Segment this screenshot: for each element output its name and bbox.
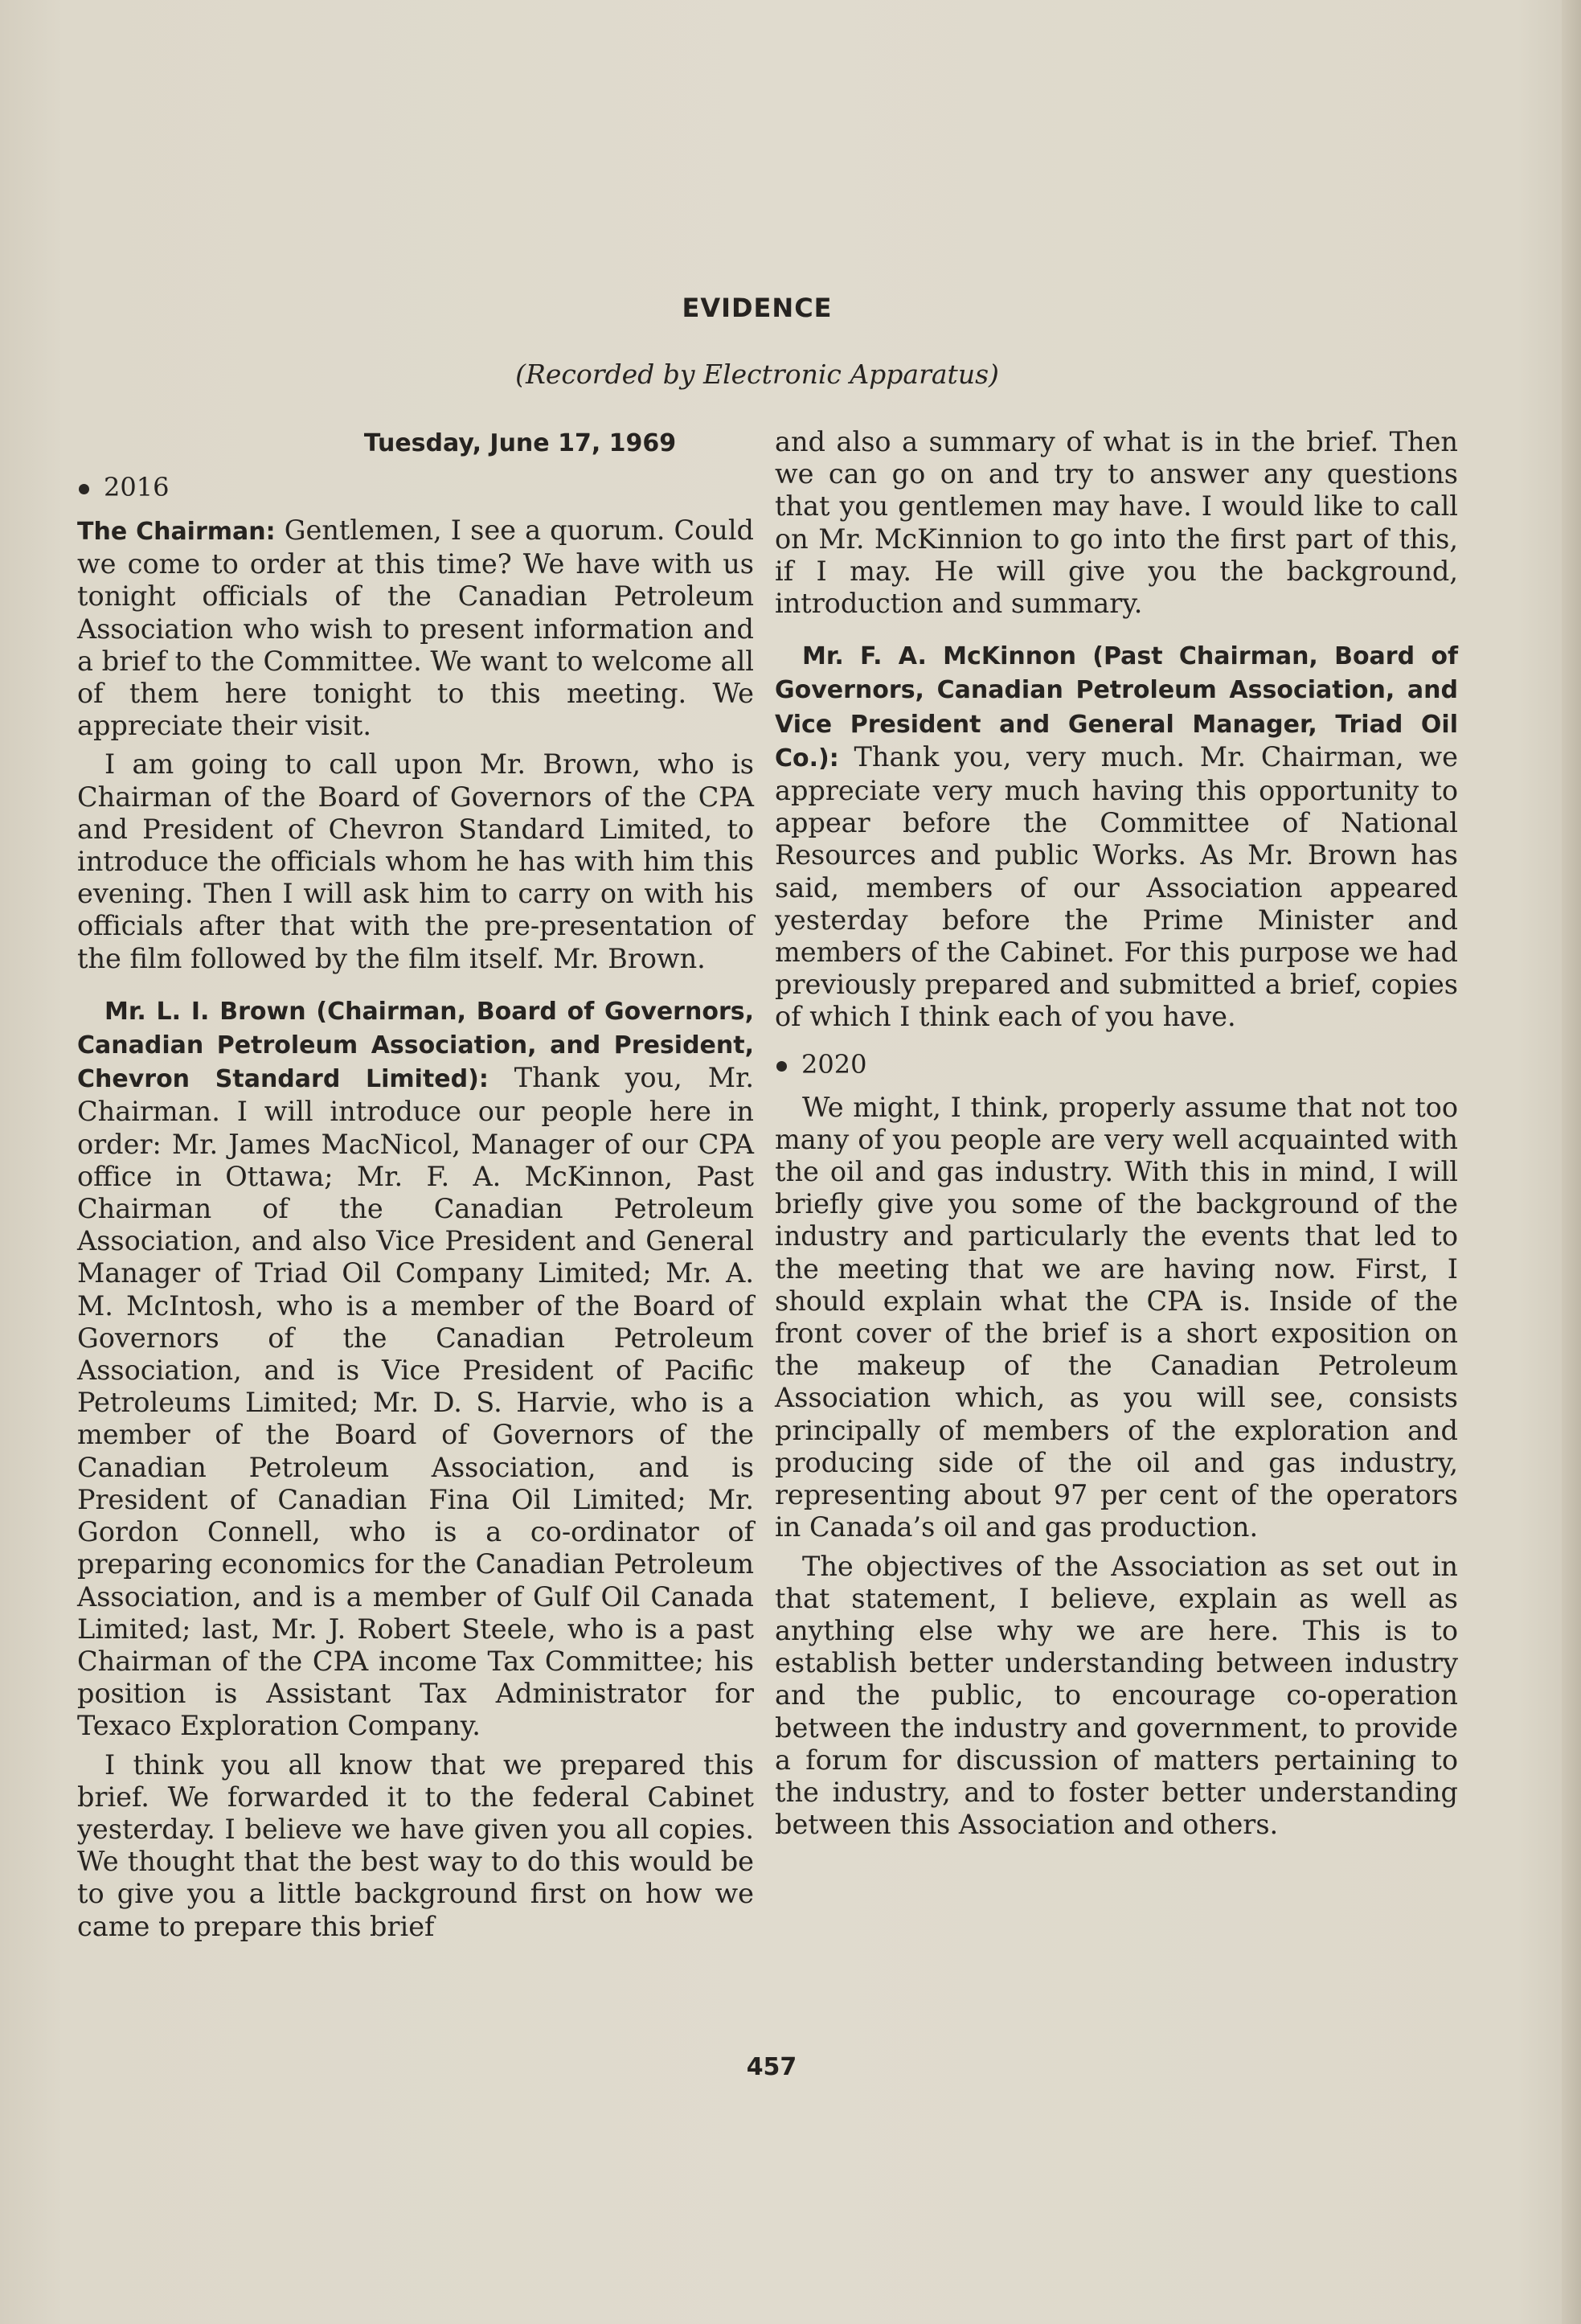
bullet-icon: [79, 484, 89, 494]
paragraph-mckinnon: [775, 639, 1458, 1033]
paragraph-text: Thank you, very much. Mr. Chairman, we appreciate very much having this opportunity to appear before the Committee of National Resources and public Works. As Mr. Brown has said, members of our Association appeared yesterday before the Prime Minister and members of the Cabinet. For this purpose we had previously prepared and submitted a brief, copies of which I think each of you have.: [775, 740, 1458, 1033]
bullet-icon: [776, 1061, 787, 1072]
paragraph-text: Gentlemen, I see a quorum. Could we come to order at this time? We have with us tonight officials of the Canadian Petroleum Association who wish to present information and a brief to the Committee. We want to welcome all of them here tonight to this meeting. We appreciate their visit.: [77, 514, 754, 742]
paragraph-text: I am going to call upon Mr. Brown, who is Chairman of the Board of Governors of the CPA and President of Chevron Standard Limited, to introduce the officials whom he has with him this evening. Then I will ask him to carry on with his officials after that with the pre-presentation of the film followed by the film itself. Mr. Brown.: [77, 748, 754, 974]
paragraph-text: and also a summary of what is in the brief. Then we can go on and try to answer any questions that you gentlemen may have. I would like to call on Mr. McKinnion to go into the first part of this, if I may. He will give you the background, introduction and summary.: [775, 426, 1458, 620]
speaker-name: Mr. L. I. Brown (Chairman, Board of Governors, Canadian Petroleum Association, and President, Chevron Standard Limited):: [77, 997, 754, 1094]
paragraph-text: I think you all know that we prepared this brief. We forwarded it to the federal Cabinet yesterday. I believe we have given you all copies. We thought that the best way to do this would be to give you a little background first on how we came to prepare this brief: [77, 1748, 754, 1942]
right-column: [775, 426, 1458, 1841]
session-date: Tuesday, June 17, 1969: [363, 429, 677, 457]
time-marker: [79, 471, 754, 503]
speaker-name: Mr. F. A. McKinnon (Past Chairman, Board of Governors, Canadian Petroleum Association, and Vice President and General Manager, Triad Oil Co.):: [775, 642, 1458, 773]
time-marker-label: 2020: [801, 1048, 867, 1080]
binding-edge: [1562, 0, 1581, 2324]
time-marker: [776, 1048, 1458, 1080]
paragraph-brown: [77, 994, 754, 1743]
page-title: EVIDENCE: [682, 293, 833, 323]
time-marker-label: 2016: [104, 472, 170, 502]
speaker-name: The Chairman:: [77, 518, 276, 546]
page-subtitle: (Recorded by Electronic Apparatus): [515, 359, 999, 390]
page-number: 457: [746, 2053, 797, 2081]
paragraph-text: Thank you, Mr. Chairman. I will introduce our people here in order: Mr. James MacNicol, Manager of our CPA office in Ottawa; Mr. F. A. McKinnon, Past Chairman of the Canadian Petroleum Association, and also Vice President and General Manager of Triad Oil Company Limited; Mr. A. M. McIntosh, who is a member of the Board of Governors of the Canadian Petroleum Association, and is Vice President of Pacific Petroleums Limited; Mr. D. S. Harvie, who is a member of the Board of Governors of the Canadian Petroleum Association, and is President of Canadian Fina Oil Limited; Mr. Gordon Connell, who is a co-ordinator of preparing economics for the Canadian Petroleum Association, and is a member of Gulf Oil Canada Limited; last, Mr. J. Robert Steele, who is a past Chairman of the CPA income Tax Committee; his position is Assistant Tax Administrator for Texaco Exploration Company.: [77, 1062, 754, 1742]
left-column: [77, 428, 754, 1943]
paragraph-text: The objectives of the Association as set out in that statement, I believe, explain as well as anything else why we are here. This is to establish better understanding between industry and the public, to encourage co-operation between the industry and government, to provide a forum for discussion of matters pertaining to the industry, and to foster better understanding between this Association and others.: [775, 1550, 1458, 1841]
paragraph-text: We might, I think, properly assume that not too many of you people are very well acquainted with the oil and gas industry. With this in mind, I will briefly give you some of the background of the industry and particularly the events that led to the meeting that we are having now. First, I should explain what the CPA is. Inside of the front cover of the brief is a short exposition on the makeup of the Canadian Petroleum Association which, as you will see, consists principally of members of the exploration and producing side of the oil and gas industry, representing about 97 per cent of the operators in Canada’s oil and gas production.: [775, 1091, 1458, 1543]
paragraph-chairman: [77, 514, 754, 742]
